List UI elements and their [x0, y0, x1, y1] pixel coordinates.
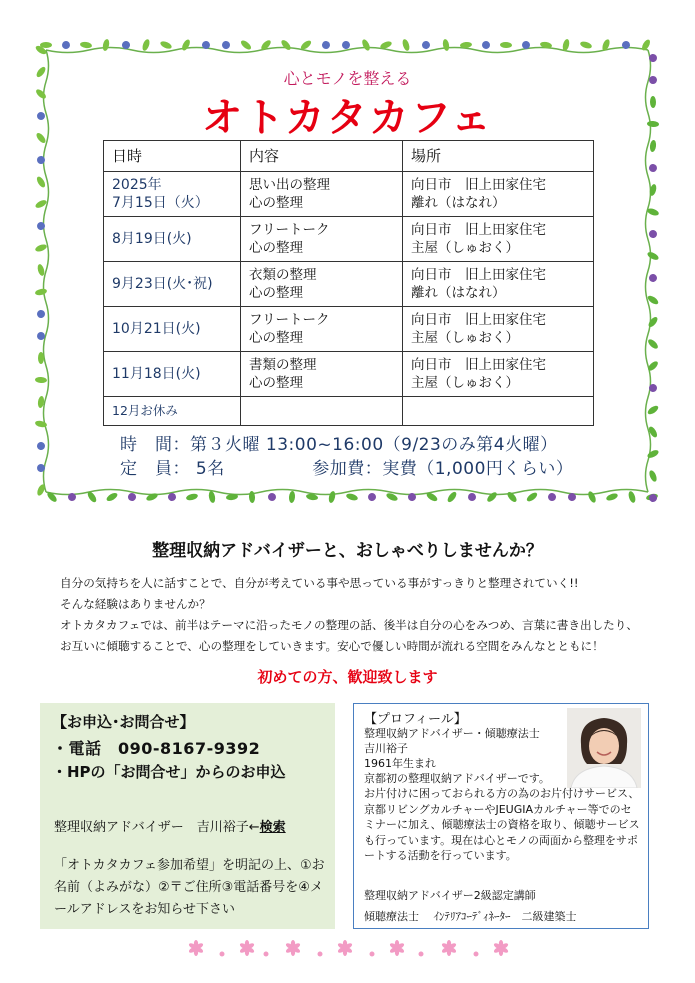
content-line: 思い出の整理: [249, 177, 330, 193]
date-cell: 11月18日(火): [104, 352, 241, 397]
leaf: [646, 404, 659, 416]
leaf: [486, 491, 499, 504]
berry: [367, 492, 377, 502]
place-cell: [403, 352, 594, 397]
leaf: [646, 251, 659, 262]
berry: [320, 39, 331, 50]
berry: [36, 309, 45, 318]
place-line: 向日市 旧上田家住宅: [411, 357, 546, 373]
contact-box: [40, 703, 335, 929]
berry: [648, 273, 659, 284]
pink-dot: [419, 952, 424, 957]
leaf: [648, 469, 658, 482]
leaf: [80, 41, 93, 49]
pink-flower: [285, 940, 301, 956]
profile-description: お片付けに困っておられる方の為のお片付けサービス、京都リビングカルチャーやJEUGIAカルチャー等でのセミナーに加え、傾聴療法士の資格を取り、傾聴サービスも行っています。現在は心とモノの両面から整理をサポートする活動を行っています。: [364, 787, 640, 862]
berry: [648, 229, 658, 239]
table-row: [104, 352, 594, 397]
leaf: [647, 338, 660, 351]
schedule-table: [103, 140, 594, 426]
header-content: 内容: [241, 141, 403, 172]
profile-first: 京都初の整理収納アドバイザーです。: [364, 772, 550, 785]
berry: [268, 493, 276, 501]
event-title: オトカタカフェ: [202, 95, 493, 141]
content-cell: [241, 172, 403, 217]
place-line: 主屋（しゅおく）: [411, 330, 519, 346]
date-line: 2025年: [112, 177, 162, 193]
leaf: [525, 491, 538, 503]
leaf: [38, 352, 44, 364]
leaf: [141, 38, 151, 51]
flower-dots-decoration: [0, 930, 695, 970]
leaf: [102, 39, 110, 52]
place-cell: [403, 307, 594, 352]
table-row: [104, 397, 594, 426]
profile-role: 整理収納アドバイザー・傾聴療法士: [364, 727, 540, 740]
pink-flower: [239, 940, 255, 956]
pink-flower: [441, 940, 457, 956]
place-cell: [403, 172, 594, 217]
header-date: 日時: [104, 141, 241, 172]
table-row: [104, 262, 594, 307]
leaf: [239, 39, 252, 51]
leaf: [208, 491, 216, 504]
berry: [546, 491, 557, 502]
table-row: [104, 307, 594, 352]
profile-title: 【プロフィール】: [364, 712, 467, 727]
leaf: [345, 492, 358, 501]
pink-dot: [318, 952, 323, 957]
leaf: [328, 490, 337, 503]
table-row: [104, 172, 594, 217]
leaf: [587, 490, 598, 503]
pink-dot: [264, 952, 269, 957]
date-cell: [104, 172, 241, 217]
content-line: フリートーク: [249, 222, 330, 238]
leaf: [446, 490, 458, 503]
body-line: お互いに傾聴することで、心の整理をしていきます。安心で優しい時間が流れる空間をみんなとともに！: [60, 639, 604, 653]
berry: [66, 491, 77, 502]
berry: [35, 154, 46, 165]
pink-flower: [337, 940, 353, 956]
leaf: [145, 492, 158, 502]
welcome-message: 初めての方、歓迎致します: [257, 668, 438, 686]
profile-name: 吉川裕子: [364, 742, 408, 755]
content-cell: [241, 217, 403, 262]
intro-body: [60, 573, 660, 657]
pink-flower: [389, 940, 405, 956]
time-info: 時 間：第３火曜 13:00~16:00（9/23のみ第4火曜）: [120, 435, 558, 455]
leaf: [605, 492, 618, 502]
date-cell: 10月21日(火): [104, 307, 241, 352]
leaf: [500, 42, 512, 48]
place-line: 離れ（はなれ）: [411, 285, 506, 301]
search-link[interactable]: 検索: [259, 820, 286, 835]
leaf: [181, 38, 192, 51]
place-cell: [403, 397, 594, 426]
table-row: [104, 217, 594, 262]
intro-headline: 整理収納アドバイザーと、おしゃべりしませんか？: [152, 541, 543, 561]
leaf: [288, 491, 295, 503]
profile-summary: [364, 726, 564, 786]
pink-dot: [474, 952, 479, 957]
apply-instructions: 「オトカタカフェ参加希望」を明記の上、①お名前（よみがな）②〒ご住所③電話番号を④メールアドレスをお知らせ下さい: [54, 858, 325, 917]
pink-dot: [220, 952, 225, 957]
content-cell: [241, 352, 403, 397]
place-line: 向日市 旧上田家住宅: [411, 267, 546, 283]
leaf: [105, 491, 118, 502]
place-line: 向日市 旧上田家住宅: [411, 177, 546, 193]
berry: [36, 441, 46, 451]
date-line: 7月15日（火）: [112, 195, 209, 211]
content-cell: [241, 397, 403, 426]
leaf: [35, 377, 47, 384]
contact-heading: 【お申込･お問合せ】: [52, 713, 195, 731]
pink-dot: [370, 952, 375, 957]
profile-born: 1961年生まれ: [364, 757, 436, 770]
place-line: 離れ（はなれ）: [411, 195, 506, 211]
date-cell: 8月19日(火): [104, 217, 241, 262]
place-cell: [403, 262, 594, 307]
leaf: [627, 490, 636, 503]
content-line: 心の整理: [249, 195, 303, 211]
search-hint: [54, 816, 286, 835]
leaf: [35, 175, 46, 188]
body-line: 自分の気持ちを人に話すことで、自分が考えている事や思っている事がすっきりと整理されていく!!: [60, 576, 579, 590]
berry: [36, 221, 47, 232]
place-cell: [403, 217, 594, 262]
content-cell: [241, 262, 403, 307]
leaf: [647, 315, 659, 328]
place-line: 主屋（しゅおく）: [411, 375, 519, 391]
profile-photo: [567, 708, 641, 788]
contact-hp[interactable]: ・HPの「お問合せ」からのお申込: [52, 763, 286, 781]
content-line: 書類の整理: [249, 357, 317, 373]
place-line: 主屋（しゅおく）: [411, 240, 519, 256]
content-line: 心の整理: [249, 330, 303, 346]
leaf: [442, 39, 450, 52]
berry: [621, 40, 632, 51]
profile-qualifications: 傾聴療法士 ｲﾝﾃﾘｱｺｰﾃﾞｨﾈｰﾀｰ 二級建築士: [364, 910, 577, 923]
leaf: [34, 243, 47, 253]
body-line: そんな経験はありませんか？: [60, 597, 211, 611]
place-line: 向日市 旧上田家住宅: [411, 312, 546, 328]
leaf: [36, 263, 45, 276]
berry: [648, 163, 657, 172]
leaf: [159, 40, 172, 50]
berry: [62, 41, 71, 50]
contact-phone[interactable]: ・電話 090-8167-9392: [52, 739, 261, 758]
content-cell: [241, 307, 403, 352]
search-prefix: 整理収納アドバイザー 吉川裕子←: [54, 820, 260, 835]
leaf: [35, 288, 48, 296]
date-cell: 9月23日(火･祝): [104, 262, 241, 307]
berry: [466, 491, 477, 502]
body-line: オトカタカフェでは、前半はテーマに沿ったモノの整理の話、後半は自分の心をみつめ、言葉に書き出したり、: [60, 618, 638, 632]
pink-flower: [493, 940, 509, 956]
leaf: [579, 40, 592, 49]
content-line: 心の整理: [249, 285, 303, 301]
leaf: [361, 38, 372, 51]
berry: [407, 492, 418, 503]
profile-box: [353, 703, 649, 929]
berry: [482, 41, 490, 49]
table-header-row: [104, 141, 594, 172]
berry: [421, 40, 431, 50]
pink-flower: [188, 940, 204, 956]
event-subtitle: 心とモノを整える: [283, 69, 412, 88]
leaf: [401, 38, 410, 51]
vine-stem: [46, 490, 648, 495]
place-line: 向日市 旧上田家住宅: [411, 222, 546, 238]
leaf: [185, 493, 198, 502]
leaf: [280, 39, 292, 52]
date-cell: 12月お休み: [104, 397, 241, 426]
content-line: 心の整理: [249, 240, 303, 256]
content-line: 衣類の整理: [249, 267, 317, 283]
capacity-fee-info: 定 員： 5名 参加費：実費（1,000円くらい）: [120, 459, 574, 479]
berry: [220, 39, 231, 50]
content-line: フリートーク: [249, 312, 330, 328]
content-line: 心の整理: [249, 375, 303, 391]
profile-certification: 整理収納アドバイザー2級認定講師: [364, 889, 536, 902]
header-place: 場所: [403, 141, 594, 172]
